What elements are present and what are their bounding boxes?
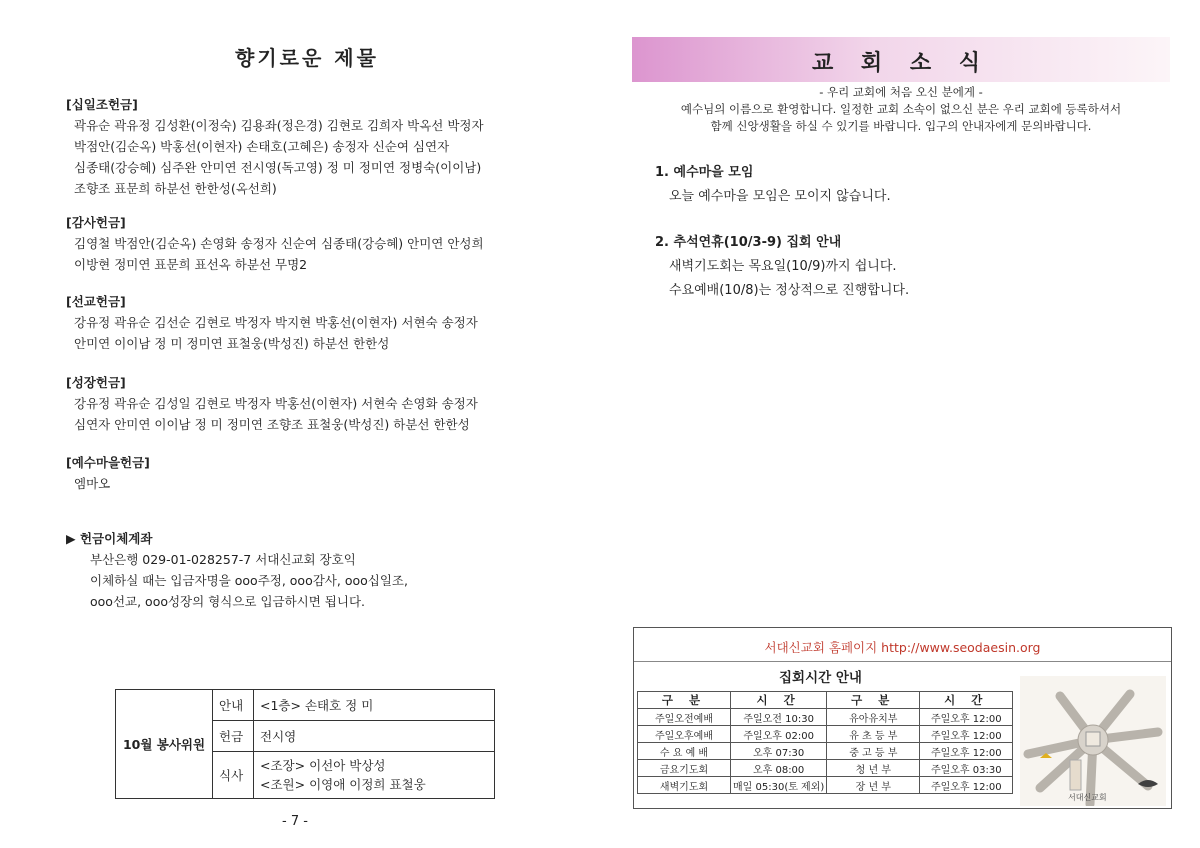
transfer-heading: ▶ 헌금이체계좌 — [66, 531, 153, 546]
news-item-1 — [655, 161, 1165, 209]
offering-section-tithe — [66, 94, 536, 199]
volunteer-role: 헌금 — [213, 721, 254, 752]
table-row — [638, 777, 1013, 794]
transfer-line: 부산은행 029-01-028257-7 서대신교회 장호익 — [90, 552, 356, 567]
welcome-note — [632, 84, 1170, 135]
schedule-cell: 유아유치부 — [827, 709, 920, 726]
schedule-header: 시 간 — [731, 692, 827, 709]
banner-title: 교 회 소 식 — [812, 50, 990, 76]
offering-line: 조향조 표문희 하분선 한한성(옥선희) — [74, 181, 277, 196]
offering-heading: [감사헌금] — [66, 215, 126, 230]
homepage-schedule-box — [633, 627, 1172, 809]
welcome-line: 함께 신앙생활을 하실 수 있기를 바랍니다. 입구의 안내자에게 문의바랍니다. — [710, 119, 1092, 133]
transfer-line: 이체하실 때는 입금자명을 ooo주정, ooo감사, ooo십일조, — [90, 573, 408, 588]
news-line: 새벽기도회는 목요일(10/9)까지 쉽니다. — [669, 259, 897, 274]
schedule-cell: 매일 05:30(토 제외) — [731, 777, 827, 794]
news-heading: 1. 예수마을 모임 — [655, 165, 754, 180]
schedule-cell: 새벽기도회 — [638, 777, 731, 794]
offering-section-thanks — [66, 212, 536, 275]
news-line: 수요예배(10/8)는 정상적으로 진행합니다. — [669, 283, 910, 298]
volunteer-value-line: <조원> 이영애 이정희 표철웅 — [260, 777, 426, 792]
news-item-2 — [655, 231, 1165, 303]
table-row — [638, 743, 1013, 760]
schedule-cell: 주일오전 10:30 — [731, 709, 827, 726]
schedule-table — [637, 691, 1013, 794]
schedule-cell: 유 초 등 부 — [827, 726, 920, 743]
offering-section-growth — [66, 372, 536, 435]
schedule-header: 시 간 — [920, 692, 1013, 709]
welcome-line: 예수님의 이름으로 환영합니다. 일정한 교회 소속이 없으신 분은 우리 교회에 등록하셔서 — [680, 102, 1122, 116]
offering-heading: [십일조헌금] — [66, 97, 138, 112]
news-line: 오늘 예수마을 모임은 모이지 않습니다. — [669, 189, 891, 204]
offering-line: 심연자 안미연 이이남 정 미 정미연 조향조 표철웅(박성진) 하분선 한한성 — [74, 417, 470, 432]
offering-heading: [성장헌금] — [66, 375, 126, 390]
offering-heading: [선교헌금] — [66, 294, 126, 309]
schedule-title: 집회시간 안내 — [779, 670, 862, 686]
schedule-cell: 장 년 부 — [827, 777, 920, 794]
transfer-line: ooo선교, ooo성장의 형식으로 입금하시면 됩니다. — [90, 594, 366, 609]
offerings-title: 향기로운 제물 — [235, 46, 379, 70]
schedule-cell: 주일오후 12:00 — [920, 743, 1013, 760]
volunteer-value: <1층> 손태호 정 미 — [254, 690, 495, 721]
offering-line: 김영철 박점안(김순옥) 손영화 송정자 신순여 심종태(강승혜) 안미연 안성희 — [74, 236, 484, 251]
divider — [634, 661, 1171, 662]
schedule-cell: 오후 08:00 — [731, 760, 827, 777]
news-heading: 2. 추석연휴(10/3-9) 집회 안내 — [655, 235, 842, 250]
volunteer-role: 안내 — [213, 690, 254, 721]
schedule-cell: 주일오후 02:00 — [731, 726, 827, 743]
table-row — [638, 726, 1013, 743]
offering-heading: [예수마을헌금] — [66, 455, 150, 470]
schedule-cell: 주일오후예배 — [638, 726, 731, 743]
volunteer-value-multi — [254, 752, 495, 799]
welcome-heading: - 우리 교회에 처음 오신 분에게 - — [819, 85, 983, 99]
map-label: 서대신교회 — [1068, 793, 1107, 802]
schedule-cell: 주일오후 03:30 — [920, 760, 1013, 777]
volunteer-value: 전시영 — [254, 721, 495, 752]
schedule-cell: 중 고 등 부 — [827, 743, 920, 760]
table-row — [638, 760, 1013, 777]
offering-line: 강유정 곽유순 김선순 김현로 박정자 박지현 박홍선(이현자) 서현숙 송정자 — [74, 315, 478, 330]
page-number: - 7 - — [282, 814, 308, 829]
table-row — [638, 709, 1013, 726]
schedule-cell: 수 요 예 배 — [638, 743, 731, 760]
offering-line: 안미연 이이남 정 미 정미연 표철웅(박성진) 하분선 한한성 — [74, 336, 390, 351]
schedule-cell: 오후 07:30 — [731, 743, 827, 760]
schedule-cell: 금요기도회 — [638, 760, 731, 777]
offering-line: 박점안(김순옥) 박홍선(이현자) 손태호(고혜은) 송정자 신순여 심연자 — [74, 139, 450, 154]
offering-line: 엠마오 — [74, 476, 111, 491]
offering-line: 강유정 곽유순 김성일 김현로 박정자 박홍선(이현자) 서현숙 손영화 송정자 — [74, 396, 478, 411]
volunteer-label: 10월 봉사위원 — [116, 690, 213, 799]
volunteer-role: 식사 — [213, 752, 254, 799]
schedule-cell: 주일오후 12:00 — [920, 777, 1013, 794]
volunteer-table — [115, 689, 495, 799]
offering-section-village — [66, 452, 536, 494]
church-news-banner — [632, 37, 1170, 82]
schedule-cell: 주일오후 12:00 — [920, 709, 1013, 726]
volunteer-value-line: <조장> 이선아 박상성 — [260, 758, 386, 773]
transfer-account — [66, 528, 408, 612]
offering-section-mission — [66, 291, 536, 354]
offering-line: 이방현 정미연 표문희 표선옥 하분선 무명2 — [74, 257, 308, 272]
schedule-cell: 청 년 부 — [827, 760, 920, 777]
church-location-map — [1020, 676, 1166, 806]
offering-line: 곽유순 곽유정 김성환(이정숙) 김용좌(정은경) 김현로 김희자 박옥선 박정자 — [74, 118, 484, 133]
offering-line: 심종태(강승혜) 심주완 안미연 전시영(독고영) 정 미 정미연 정병숙(이이남) — [74, 160, 482, 175]
homepage-link[interactable]: 서대신교회 홈페이지 http://www.seodaesin.org — [764, 640, 1041, 655]
schedule-header: 구 분 — [638, 692, 731, 709]
schedule-cell: 주일오후 12:00 — [920, 726, 1013, 743]
schedule-header: 구 분 — [827, 692, 920, 709]
schedule-cell: 주일오전예배 — [638, 709, 731, 726]
